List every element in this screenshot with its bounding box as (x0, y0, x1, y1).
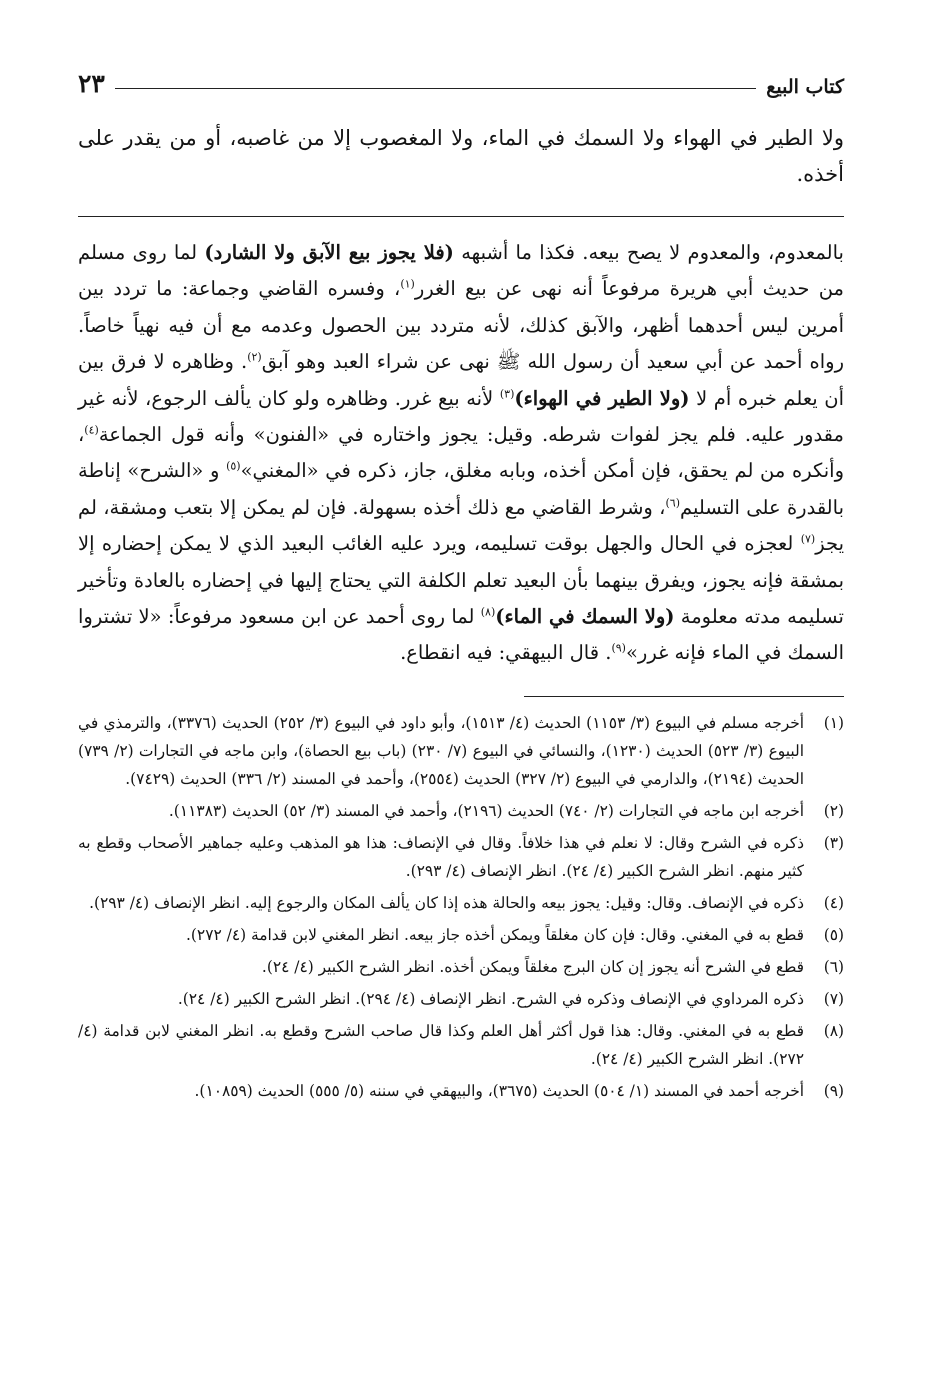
footnote-ref[interactable]: (٧) (800, 532, 816, 546)
page-number: ٢٣ (78, 69, 105, 98)
running-header (78, 62, 844, 98)
footnote (78, 953, 844, 981)
footnote-number: (٥) (823, 925, 844, 944)
footnote-ref[interactable]: (٣) (499, 387, 515, 401)
commentary (78, 235, 844, 672)
footnote-text: أخرجه مسلم في البيوع (٣/ ١١٥٣) الحديث (٤/ ١٥١٣)، وأبو داود في البيوع (٣/ ٢٥٢) الحديث (٣٣٧٦)، والترمذي في البيوع (٣/ ٥٢٣) الحديث (١٢٣٠)، والنسائي في البيوع (٧/ ٢٣٠) (باب بيع الحصاة)، وابن ماجه في التجارات (٢/ ٧٣٩) الحديث (٢١٩٤)، والدارمي في البيوع (٢/ ٣٢٧) الحديث (٢٥٥٤)، وأحمد في المسند (٢/ ٣٣٦) الحديث (٧٤٢٩). (78, 713, 805, 788)
footnote-number: (٧) (823, 989, 844, 1008)
footnote-ref[interactable]: (٤) (84, 423, 99, 437)
book-page (78, 62, 844, 1338)
footnote-ref[interactable]: (٦) (665, 496, 680, 510)
footnote-text: قطع في الشرح أنه يجوز إن كان البرج مغلقاً ويمكن أخذه. انظر الشرح الكبير (٤/ ٢٤). (261, 957, 804, 976)
footnote-text: ذكره في الإنصاف. وقال: وقيل: يجوز بيعه والحالة هذه إذا كان يألف المكان والرجوع إليه. انظر الإنصاف (٤/ ٢٩٣). (89, 893, 804, 912)
book-title: كتاب البيع (766, 76, 844, 98)
footnote-text: أخرجه أحمد في المسند (١/ ٥٠٤) الحديث (٣٦٧٥)، والبيهقي في سننه (٥/ ٥٥٥) الحديث (١٠٨٥٩). (194, 1081, 804, 1100)
commentary-text: بالمعدوم، والمعدوم لا يصح بيعه. فكذا ما أشبهه (453, 241, 844, 264)
footnotes (78, 709, 844, 1105)
quoted-matn: (ولا الطير في الهواء) (514, 386, 690, 410)
footnote-separator (524, 696, 844, 697)
commentary-text: لما روى مسلم من حديث أبي هريرة مرفوعاً أنه نهى عن بيع الغرر (78, 241, 844, 301)
footnote-ref[interactable]: (٥) (226, 459, 241, 473)
commentary-paragraph (78, 235, 844, 672)
footnote-ref[interactable]: (١) (400, 277, 415, 291)
footnote-text: قطع به في المغني. وقال: هذا قول أكثر أهل العلم وكذا قال صاحب الشرح وقطع به. انظر المغني لابن قدامة (٤/ ٢٧٢). انظر الشرح الكبير (٤/ ٢٤). (78, 1021, 804, 1068)
matn-paragraph: ولا الطير في الهواء ولا السمك في الماء، ولا المغصوب إلا من غاصبه، أو من يقدر على أخذه. (78, 126, 844, 186)
commentary-text: ، وشرط القاضي مع ذلك أخذه بسهولة. فإن لم يمكن إلا بتعب ومشقة، لم يجز (78, 495, 844, 556)
header-rule (115, 88, 756, 89)
footnote-ref[interactable]: (٩) (611, 641, 626, 655)
footnote-number: (٢) (823, 801, 844, 820)
commentary-text: . قال البيهقي: فيه انقطاع. (400, 641, 612, 665)
footnote-text: أخرجه ابن ماجه في التجارات (٢/ ٧٤٠) الحديث (٢١٩٦)، وأحمد في المسند (٣/ ٥٢) الحديث (١١٣٨٣). (168, 801, 804, 820)
footnote (78, 921, 844, 949)
footnote (78, 709, 844, 793)
footnote-text: ذكره المرداوي في الإنصاف وذكره في الشرح. انظر الإنصاف (٤/ ٢٩٤). انظر الشرح الكبير (٤/ ٢٤). (177, 989, 804, 1008)
footnote-number: (٦) (823, 957, 844, 976)
footnote-text: ذكره في الشرح وقال: لا نعلم في هذا خلافاً. وقال في الإنصاف: هذا هو المذهب وعليه جماهير الأصحاب وقطع به كثير منهم. انظر الشرح الكبير (٤/ ٢٤). انظر الإنصاف (٤/ ٢٩٣). (78, 833, 804, 880)
quoted-matn: (فلا يجوز بيع الآبق ولا الشارد) (204, 241, 454, 264)
quoted-matn: (ولا السمك في الماء) (495, 605, 675, 629)
main-text (78, 120, 844, 192)
commentary-text: لأنه بيع غرر. وظاهره ولو كان يألف الرجوع، لأنه غير مقدور عليه. فلم يجز لفوات شرطه. وقيل: يجوز واختاره في «الفنون» وأنه قول الجماعة (78, 386, 844, 447)
footnote-text: قطع به في المغني. وقال: فإن كان مغلقاً ويمكن أخذه جاز بيعه. انظر المغني لابن قدامة (٤/ ٢٧٢). (186, 925, 804, 944)
footnote (78, 1077, 844, 1105)
footnote (78, 1017, 844, 1073)
footnote-number: (٣) (823, 833, 844, 852)
footnote-number: (٨) (823, 1021, 844, 1040)
footnote-ref[interactable]: (٢) (247, 350, 262, 364)
commentary-text: و «الشرح» إناطة بالقدرة على التسليم (78, 459, 844, 519)
footnote (78, 797, 844, 825)
text-separator (78, 216, 844, 217)
footnote-number: (١) (823, 713, 844, 732)
footnote (78, 985, 844, 1013)
commentary-text: لعجزه في الحال والجهل بوقت تسليمه، ويرد عليه الغائب البعيد الذي لا يمكن إحضاره إلا بمشقة فإنه يجوز، ويفرق بينهما بأن البعيد تعلم الكلفة التي يحتاج إليها في إحضاره بالعادة وتأخير تسليمه مدته معلومة (78, 532, 844, 629)
commentary-text: ، وفسره القاضي وجماعة: ما تردد بين أمرين ليس أحدهما أظهر، والآبق كذلك، لأنه متردد بين الحصول وعدمه مع أن فيه نهياً خاصاً. رواه أحمد عن أبي سعيد أن رسول الله ﷺ نهى عن شراء العبد وهو آبق (78, 277, 844, 374)
commentary-text: ، وأنكره من لم يحقق، فإن أمكن أخذه، وبابه مغلق، جاز، ذكره في «المغني» (78, 423, 844, 483)
commentary-text: . وظاهره لا فرق بين أن يعلم خبره أم لا (78, 350, 844, 410)
commentary-text: لما روى أحمد عن ابن مسعود مرفوعاً: «لا تشتروا السمك في الماء فإنه غرر» (78, 605, 844, 665)
footnote-number: (٤) (823, 893, 844, 912)
footnote (78, 829, 844, 885)
footnote-number: (٩) (823, 1081, 844, 1100)
footnote (78, 889, 844, 917)
footnote-ref[interactable]: (٨) (480, 605, 496, 619)
